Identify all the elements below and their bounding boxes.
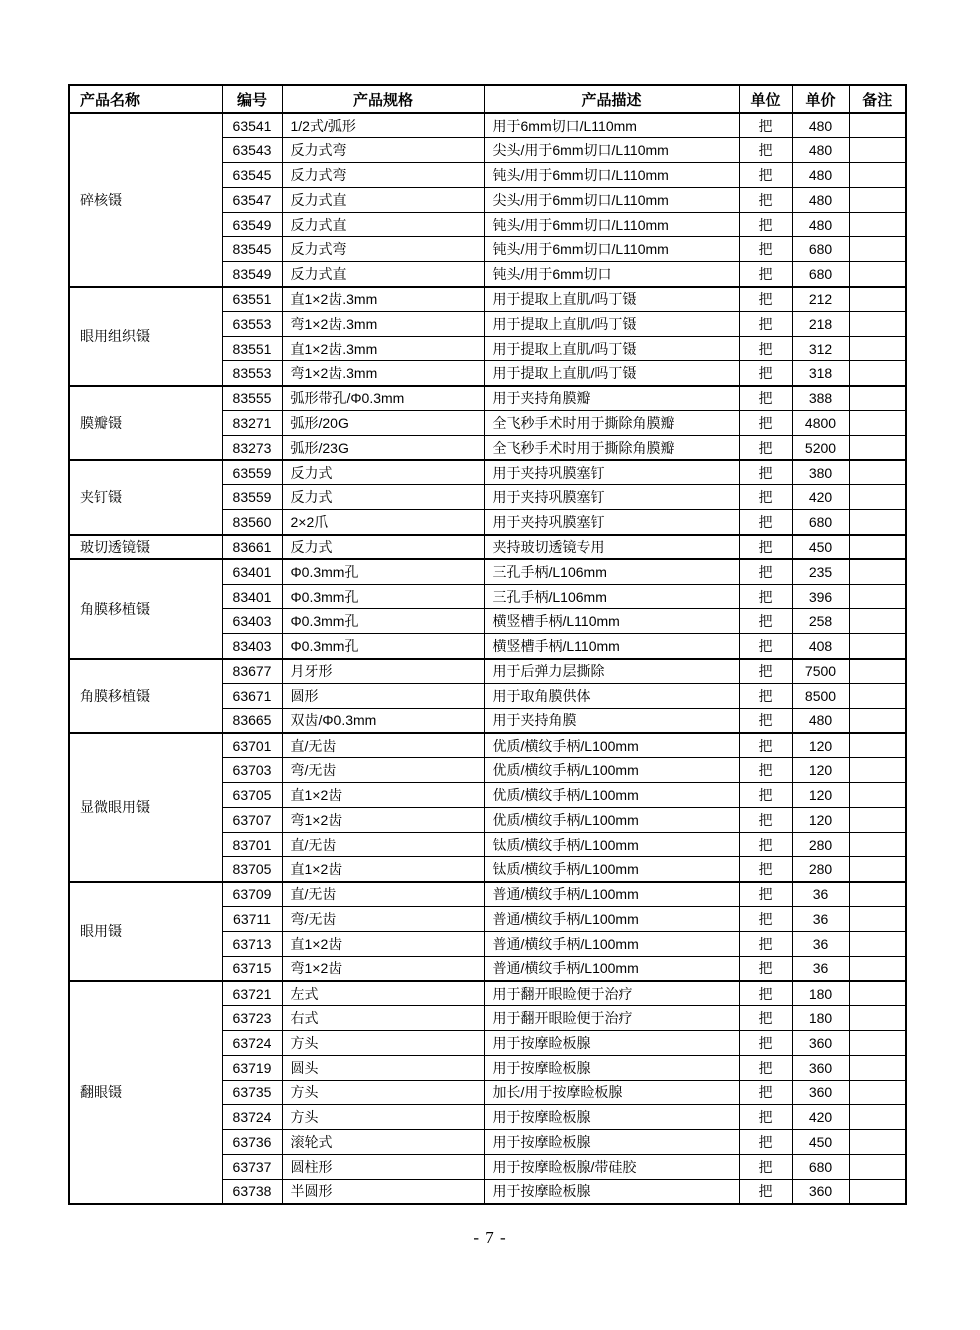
remarks-cell: [849, 1105, 906, 1130]
unit-cell: 把: [739, 336, 792, 361]
unit-price-cell: 120: [792, 783, 849, 808]
remarks-cell: [849, 882, 906, 907]
unit-cell: 把: [739, 311, 792, 336]
product-spec-cell: 弯1×2齿: [282, 807, 484, 832]
product-spec-cell: 反力式直: [282, 212, 484, 237]
product-code-cell: 83553: [222, 361, 282, 386]
unit-cell: 把: [739, 807, 792, 832]
product-spec-cell: 反力式: [282, 535, 484, 560]
product-code-cell: 63671: [222, 683, 282, 708]
remarks-cell: [849, 361, 906, 386]
remarks-cell: [849, 1154, 906, 1179]
table-row: [69, 287, 906, 312]
unit-price-cell: 480: [792, 113, 849, 138]
table-header-row: [69, 85, 906, 113]
product-code-cell: 63735: [222, 1080, 282, 1105]
unit-cell: 把: [739, 1179, 792, 1204]
remarks-cell: [849, 287, 906, 312]
remarks-cell: [849, 758, 906, 783]
product-desc-cell: 用于提取上直肌/吗丁镊: [484, 336, 739, 361]
product-code-cell: 63711: [222, 907, 282, 932]
remarks-cell: [849, 956, 906, 981]
unit-cell: 把: [739, 1105, 792, 1130]
unit-price-cell: 450: [792, 535, 849, 560]
product-code-cell: 83661: [222, 535, 282, 560]
unit-price-cell: 360: [792, 1179, 849, 1204]
remarks-cell: [849, 435, 906, 460]
unit-price-cell: 218: [792, 311, 849, 336]
unit-cell: 把: [739, 634, 792, 659]
product-spec-cell: 方头: [282, 1080, 484, 1105]
unit-cell: 把: [739, 1030, 792, 1055]
unit-price-cell: 480: [792, 212, 849, 237]
unit-price-cell: 36: [792, 931, 849, 956]
unit-price-cell: 120: [792, 758, 849, 783]
table-row: [69, 659, 906, 684]
product-desc-cell: 用于提取上直肌/吗丁镊: [484, 361, 739, 386]
product-desc-cell: 全飞秒手术时用于撕除角膜瓣: [484, 411, 739, 436]
header-unit: 单位: [739, 85, 792, 113]
unit-price-cell: 680: [792, 262, 849, 287]
product-spec-cell: 2×2爪: [282, 510, 484, 535]
product-desc-cell: 钝头/用于6mm切口/L110mm: [484, 163, 739, 188]
product-desc-cell: 用于后弹力层撕除: [484, 659, 739, 684]
unit-cell: 把: [739, 163, 792, 188]
product-code-cell: 63724: [222, 1030, 282, 1055]
remarks-cell: [849, 683, 906, 708]
product-code-cell: 63547: [222, 187, 282, 212]
unit-price-cell: 360: [792, 1055, 849, 1080]
unit-price-cell: 36: [792, 956, 849, 981]
remarks-cell: [849, 931, 906, 956]
product-code-cell: 63403: [222, 609, 282, 634]
remarks-cell: [849, 584, 906, 609]
unit-price-cell: 396: [792, 584, 849, 609]
product-desc-cell: 优质/横纹手柄/L100mm: [484, 807, 739, 832]
unit-price-cell: 180: [792, 1006, 849, 1031]
product-code-cell: 63736: [222, 1130, 282, 1155]
product-desc-cell: 钛质/横纹手柄/L100mm: [484, 857, 739, 882]
product-spec-cell: 滚轮式: [282, 1130, 484, 1155]
unit-cell: 把: [739, 1130, 792, 1155]
product-spec-cell: 右式: [282, 1006, 484, 1031]
unit-price-cell: 235: [792, 559, 849, 584]
unit-cell: 把: [739, 1055, 792, 1080]
header-product-desc: 产品描述: [484, 85, 739, 113]
unit-price-cell: 258: [792, 609, 849, 634]
product-code-cell: 63715: [222, 956, 282, 981]
unit-cell: 把: [739, 287, 792, 312]
remarks-cell: [849, 609, 906, 634]
remarks-cell: [849, 659, 906, 684]
unit-price-cell: 450: [792, 1130, 849, 1155]
page-number: - 7 -: [473, 1228, 507, 1247]
table-row: [69, 882, 906, 907]
remarks-cell: [849, 907, 906, 932]
remarks-cell: [849, 733, 906, 758]
product-desc-cell: 用于6mm切口/L110mm: [484, 113, 739, 138]
product-code-cell: 63541: [222, 113, 282, 138]
product-desc-cell: 普通/横纹手柄/L100mm: [484, 956, 739, 981]
unit-cell: 把: [739, 1006, 792, 1031]
product-code-cell: 83560: [222, 510, 282, 535]
product-group-name-cell: 角膜移植镊: [69, 659, 222, 733]
product-code-cell: 63705: [222, 783, 282, 808]
remarks-cell: [849, 460, 906, 485]
remarks-cell: [849, 262, 906, 287]
remarks-cell: [849, 1055, 906, 1080]
product-group-name-cell: 膜瓣镊: [69, 386, 222, 460]
table-row: [69, 113, 906, 138]
unit-cell: 把: [739, 1154, 792, 1179]
product-code-cell: 83555: [222, 386, 282, 411]
product-spec-cell: 弯/无齿: [282, 907, 484, 932]
unit-cell: 把: [739, 386, 792, 411]
remarks-cell: [849, 411, 906, 436]
product-code-cell: 63709: [222, 882, 282, 907]
unit-price-cell: 120: [792, 733, 849, 758]
product-code-cell: 83677: [222, 659, 282, 684]
unit-cell: 把: [739, 460, 792, 485]
unit-cell: 把: [739, 683, 792, 708]
product-spec-cell: 反力式弯: [282, 138, 484, 163]
unit-cell: 把: [739, 1080, 792, 1105]
unit-cell: 把: [739, 981, 792, 1006]
product-code-cell: 63551: [222, 287, 282, 312]
product-spec-cell: Φ0.3mm孔: [282, 634, 484, 659]
header-unit-price: 单价: [792, 85, 849, 113]
unit-cell: 把: [739, 857, 792, 882]
product-code-cell: 63719: [222, 1055, 282, 1080]
product-desc-cell: 普通/横纹手柄/L100mm: [484, 907, 739, 932]
product-code-cell: 63701: [222, 733, 282, 758]
product-code-cell: 83403: [222, 634, 282, 659]
product-code-cell: 83559: [222, 485, 282, 510]
product-spec-cell: 圆形: [282, 683, 484, 708]
unit-cell: 把: [739, 237, 792, 262]
remarks-cell: [849, 311, 906, 336]
remarks-cell: [849, 113, 906, 138]
unit-price-cell: 420: [792, 1105, 849, 1130]
remarks-cell: [849, 138, 906, 163]
product-desc-cell: 夹持玻切透镜专用: [484, 535, 739, 560]
product-spec-cell: Φ0.3mm孔: [282, 559, 484, 584]
remarks-cell: [849, 212, 906, 237]
product-spec-cell: 反力式直: [282, 187, 484, 212]
unit-cell: 把: [739, 609, 792, 634]
product-desc-cell: 普通/横纹手柄/L100mm: [484, 931, 739, 956]
remarks-cell: [849, 386, 906, 411]
product-desc-cell: 尖头/用于6mm切口/L110mm: [484, 187, 739, 212]
product-desc-cell: 用于按摩睑板腺: [484, 1105, 739, 1130]
unit-cell: 把: [739, 758, 792, 783]
product-spec-cell: 方头: [282, 1105, 484, 1130]
remarks-cell: [849, 1080, 906, 1105]
unit-price-cell: 280: [792, 832, 849, 857]
unit-cell: 把: [739, 931, 792, 956]
product-desc-cell: 横竖槽手柄/L110mm: [484, 634, 739, 659]
product-desc-cell: 用于按摩睑板腺: [484, 1030, 739, 1055]
product-group-name-cell: 夹钉镊: [69, 460, 222, 534]
product-code-cell: 63713: [222, 931, 282, 956]
unit-price-cell: 4800: [792, 411, 849, 436]
product-spec-cell: 圆头: [282, 1055, 484, 1080]
product-group-name-cell: 眼用镊: [69, 882, 222, 981]
product-code-cell: 63553: [222, 311, 282, 336]
price-table-body: [69, 113, 906, 1204]
product-code-cell: 63543: [222, 138, 282, 163]
unit-price-cell: 318: [792, 361, 849, 386]
product-code-cell: 63721: [222, 981, 282, 1006]
product-spec-cell: 弧形/23G: [282, 435, 484, 460]
product-spec-cell: 弯/无齿: [282, 758, 484, 783]
unit-price-cell: 212: [792, 287, 849, 312]
table-row: [69, 981, 906, 1006]
product-spec-cell: 弯1×2齿: [282, 956, 484, 981]
product-desc-cell: 用于夹持巩膜塞钉: [484, 485, 739, 510]
product-spec-cell: Φ0.3mm孔: [282, 609, 484, 634]
unit-cell: 把: [739, 361, 792, 386]
unit-cell: 把: [739, 708, 792, 733]
product-desc-cell: 横竖槽手柄/L110mm: [484, 609, 739, 634]
remarks-cell: [849, 857, 906, 882]
product-spec-cell: 弧形/20G: [282, 411, 484, 436]
unit-cell: 把: [739, 733, 792, 758]
unit-price-cell: 36: [792, 907, 849, 932]
product-spec-cell: 直/无齿: [282, 733, 484, 758]
unit-cell: 把: [739, 659, 792, 684]
product-code-cell: 63723: [222, 1006, 282, 1031]
product-spec-cell: 弯1×2齿.3mm: [282, 311, 484, 336]
remarks-cell: [849, 832, 906, 857]
unit-cell: 把: [739, 113, 792, 138]
unit-price-cell: 180: [792, 981, 849, 1006]
unit-price-cell: 388: [792, 386, 849, 411]
remarks-cell: [849, 163, 906, 188]
unit-cell: 把: [739, 485, 792, 510]
product-spec-cell: 1/2式/弧形: [282, 113, 484, 138]
table-row: [69, 559, 906, 584]
remarks-cell: [849, 1179, 906, 1204]
unit-price-cell: 480: [792, 163, 849, 188]
product-desc-cell: 用于按摩睑板腺: [484, 1055, 739, 1080]
product-desc-cell: 用于按摩睑板腺: [484, 1179, 739, 1204]
product-spec-cell: 圆柱形: [282, 1154, 484, 1179]
product-spec-cell: 直/无齿: [282, 832, 484, 857]
remarks-cell: [849, 1030, 906, 1055]
price-table: [68, 84, 907, 1205]
product-desc-cell: 用于提取上直肌/吗丁镊: [484, 287, 739, 312]
unit-price-cell: 36: [792, 882, 849, 907]
product-desc-cell: 钛质/横纹手柄/L100mm: [484, 832, 739, 857]
remarks-cell: [849, 807, 906, 832]
product-spec-cell: 月牙形: [282, 659, 484, 684]
unit-price-cell: 480: [792, 138, 849, 163]
product-code-cell: 83271: [222, 411, 282, 436]
remarks-cell: [849, 783, 906, 808]
unit-price-cell: 480: [792, 708, 849, 733]
product-spec-cell: 直1×2齿: [282, 783, 484, 808]
unit-price-cell: 312: [792, 336, 849, 361]
product-group-name-cell: 显微眼用镊: [69, 733, 222, 882]
remarks-cell: [849, 336, 906, 361]
remarks-cell: [849, 485, 906, 510]
product-code-cell: 83273: [222, 435, 282, 460]
product-desc-cell: 优质/横纹手柄/L100mm: [484, 733, 739, 758]
unit-price-cell: 280: [792, 857, 849, 882]
product-desc-cell: 用于取角膜供体: [484, 683, 739, 708]
remarks-cell: [849, 187, 906, 212]
unit-cell: 把: [739, 832, 792, 857]
product-desc-cell: 优质/横纹手柄/L100mm: [484, 758, 739, 783]
product-desc-cell: 用于翻开眼睑便于治疗: [484, 1006, 739, 1031]
unit-cell: 把: [739, 138, 792, 163]
product-desc-cell: 三孔手柄/L106mm: [484, 584, 739, 609]
header-remarks: 备注: [849, 85, 906, 113]
product-desc-cell: 用于按摩睑板腺: [484, 1130, 739, 1155]
product-code-cell: 63549: [222, 212, 282, 237]
product-desc-cell: 用于夹持角膜瓣: [484, 386, 739, 411]
remarks-cell: [849, 559, 906, 584]
product-group-name-cell: 碎核镊: [69, 113, 222, 287]
unit-cell: 把: [739, 783, 792, 808]
product-code-cell: 63703: [222, 758, 282, 783]
product-desc-cell: 用于翻开眼睑便于治疗: [484, 981, 739, 1006]
product-code-cell: 63737: [222, 1154, 282, 1179]
product-group-name-cell: 翻眼镊: [69, 981, 222, 1204]
unit-price-cell: 380: [792, 460, 849, 485]
product-spec-cell: 反力式弯: [282, 163, 484, 188]
product-desc-cell: 用于按摩睑板腺/带硅胶: [484, 1154, 739, 1179]
product-code-cell: 63401: [222, 559, 282, 584]
product-desc-cell: 优质/横纹手柄/L100mm: [484, 783, 739, 808]
unit-price-cell: 680: [792, 237, 849, 262]
unit-cell: 把: [739, 411, 792, 436]
product-desc-cell: 用于夹持巩膜塞钉: [484, 510, 739, 535]
product-spec-cell: 弧形带孔/Φ0.3mm: [282, 386, 484, 411]
unit-cell: 把: [739, 956, 792, 981]
remarks-cell: [849, 1006, 906, 1031]
table-row: [69, 460, 906, 485]
product-group-name-cell: 眼用组织镊: [69, 287, 222, 386]
product-spec-cell: 反力式: [282, 485, 484, 510]
unit-cell: 把: [739, 187, 792, 212]
product-spec-cell: 半圆形: [282, 1179, 484, 1204]
remarks-cell: [849, 708, 906, 733]
product-desc-cell: 用于夹持巩膜塞钉: [484, 460, 739, 485]
product-code-cell: 63707: [222, 807, 282, 832]
product-spec-cell: 左式: [282, 981, 484, 1006]
product-code-cell: 63545: [222, 163, 282, 188]
product-desc-cell: 三孔手柄/L106mm: [484, 559, 739, 584]
product-desc-cell: 钝头/用于6mm切口/L110mm: [484, 212, 739, 237]
product-desc-cell: 全飞秒手术时用于撕除角膜瓣: [484, 435, 739, 460]
product-desc-cell: 用于提取上直肌/吗丁镊: [484, 311, 739, 336]
product-group-name-cell: 玻切透镜镊: [69, 535, 222, 560]
unit-cell: 把: [739, 435, 792, 460]
product-desc-cell: 钝头/用于6mm切口/L110mm: [484, 237, 739, 262]
unit-cell: 把: [739, 510, 792, 535]
product-group-name-cell: 角膜移植镊: [69, 559, 222, 658]
product-code-cell: 63559: [222, 460, 282, 485]
unit-cell: 把: [739, 559, 792, 584]
unit-price-cell: 120: [792, 807, 849, 832]
remarks-cell: [849, 535, 906, 560]
product-code-cell: 83724: [222, 1105, 282, 1130]
unit-price-cell: 360: [792, 1080, 849, 1105]
product-code-cell: 83665: [222, 708, 282, 733]
product-code-cell: 83401: [222, 584, 282, 609]
product-spec-cell: 反力式: [282, 460, 484, 485]
product-spec-cell: Φ0.3mm孔: [282, 584, 484, 609]
product-spec-cell: 直1×2齿.3mm: [282, 287, 484, 312]
unit-price-cell: 420: [792, 485, 849, 510]
unit-price-cell: 5200: [792, 435, 849, 460]
remarks-cell: [849, 510, 906, 535]
product-code-cell: 63738: [222, 1179, 282, 1204]
product-code-cell: 83705: [222, 857, 282, 882]
product-spec-cell: 直1×2齿: [282, 857, 484, 882]
unit-price-cell: 480: [792, 187, 849, 212]
remarks-cell: [849, 634, 906, 659]
unit-cell: 把: [739, 882, 792, 907]
table-row: [69, 535, 906, 560]
product-code-cell: 83545: [222, 237, 282, 262]
unit-cell: 把: [739, 212, 792, 237]
product-code-cell: 83551: [222, 336, 282, 361]
product-desc-cell: 普通/横纹手柄/L100mm: [484, 882, 739, 907]
product-spec-cell: 弯1×2齿.3mm: [282, 361, 484, 386]
product-code-cell: 83549: [222, 262, 282, 287]
unit-cell: 把: [739, 584, 792, 609]
unit-cell: 把: [739, 262, 792, 287]
product-spec-cell: 双齿/Φ0.3mm: [282, 708, 484, 733]
product-desc-cell: 加长/用于按摩睑板腺: [484, 1080, 739, 1105]
product-code-cell: 83701: [222, 832, 282, 857]
unit-price-cell: 8500: [792, 683, 849, 708]
unit-price-cell: 408: [792, 634, 849, 659]
unit-price-cell: 7500: [792, 659, 849, 684]
remarks-cell: [849, 981, 906, 1006]
header-product-code: 编号: [222, 85, 282, 113]
product-spec-cell: 直/无齿: [282, 882, 484, 907]
product-spec-cell: 直1×2齿.3mm: [282, 336, 484, 361]
unit-price-cell: 680: [792, 1154, 849, 1179]
table-row: [69, 386, 906, 411]
remarks-cell: [849, 1130, 906, 1155]
header-product-spec: 产品规格: [282, 85, 484, 113]
unit-cell: 把: [739, 535, 792, 560]
product-spec-cell: 反力式弯: [282, 237, 484, 262]
product-desc-cell: 钝头/用于6mm切口: [484, 262, 739, 287]
table-row: [69, 733, 906, 758]
product-spec-cell: 方头: [282, 1030, 484, 1055]
product-desc-cell: 用于夹持角膜: [484, 708, 739, 733]
remarks-cell: [849, 237, 906, 262]
header-product-name: 产品名称: [69, 85, 222, 113]
unit-cell: 把: [739, 907, 792, 932]
unit-price-cell: 360: [792, 1030, 849, 1055]
product-spec-cell: 反力式直: [282, 262, 484, 287]
product-desc-cell: 尖头/用于6mm切口/L110mm: [484, 138, 739, 163]
product-spec-cell: 直1×2齿: [282, 931, 484, 956]
unit-price-cell: 680: [792, 510, 849, 535]
